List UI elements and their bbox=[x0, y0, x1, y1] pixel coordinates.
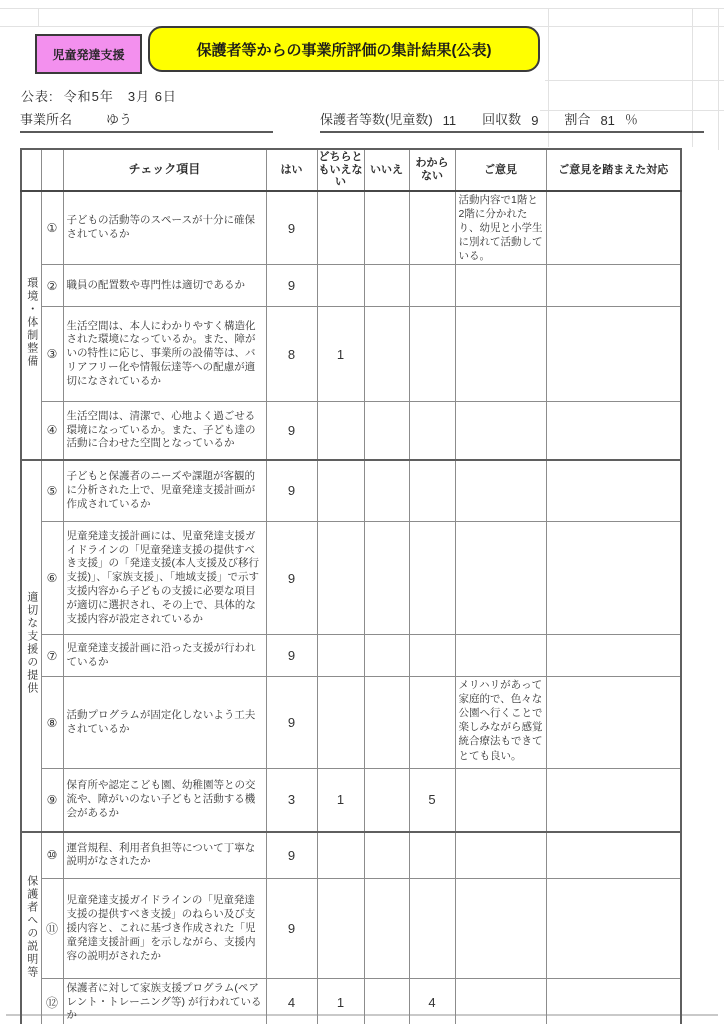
item-text: 生活空間は、本人にわかりやすく構造化された環境になっているか。また、障がいの特性に応じ、事業所の設備等は、バリアフリー化や情報伝達等への配慮が適切になされているか bbox=[63, 307, 266, 402]
count-neither: 1 bbox=[317, 307, 364, 402]
gridline bbox=[38, 8, 39, 26]
category-cell bbox=[21, 191, 41, 460]
count-no bbox=[364, 307, 409, 402]
table-row bbox=[21, 832, 681, 879]
opinion-cell: 活動内容で1階と2階に分かれたり、幼児と小学生に別れて活動している。 bbox=[455, 191, 546, 265]
office-name-line bbox=[20, 104, 273, 133]
rate-unit: ％ bbox=[624, 112, 638, 127]
item-text: 子どもと保護者のニーズや課題が客観的に分析された上で、児童発達支援計画が作成されているか bbox=[63, 460, 266, 522]
count-no bbox=[364, 677, 409, 769]
header-category-spacer bbox=[21, 149, 41, 191]
count-neither bbox=[317, 522, 364, 635]
count-unknown bbox=[409, 191, 455, 265]
item-text: 職員の配置数や専門性は適切であるか bbox=[63, 265, 266, 307]
category-label: 環境・体制整備 bbox=[25, 277, 38, 369]
count-no bbox=[364, 769, 409, 832]
response-cell bbox=[546, 769, 681, 832]
count-no bbox=[364, 402, 409, 460]
row-number: ⑥ bbox=[41, 522, 63, 635]
response-cell bbox=[546, 677, 681, 769]
office-name-label: 事業所名 bbox=[20, 112, 73, 127]
item-text: 運営規程、利用者負担等について丁寧な説明がなされたか bbox=[63, 832, 266, 879]
stats-line bbox=[320, 104, 704, 133]
response-cell bbox=[546, 460, 681, 522]
count-neither: 1 bbox=[317, 979, 364, 1024]
document-title-box bbox=[148, 26, 540, 72]
count-unknown bbox=[409, 460, 455, 522]
publication-prefix: 公表: bbox=[21, 89, 54, 104]
row-number: ⑩ bbox=[41, 832, 63, 879]
count-neither bbox=[317, 635, 364, 677]
count-no bbox=[364, 635, 409, 677]
table-row bbox=[21, 307, 681, 402]
count-yes: 9 bbox=[266, 191, 317, 265]
opinion-cell: メリハリがあって家庭的で、色々な公園へ行くことで楽しみながら感覚統合療法もできてとても良い。 bbox=[455, 677, 546, 769]
header-number-spacer bbox=[41, 149, 63, 191]
count-no bbox=[364, 460, 409, 522]
row-number: ⑤ bbox=[41, 460, 63, 522]
opinion-cell bbox=[455, 769, 546, 832]
count-neither bbox=[317, 402, 364, 460]
response-cell bbox=[546, 402, 681, 460]
opinion-cell bbox=[455, 460, 546, 522]
header-no: いいえ bbox=[364, 149, 409, 191]
count-no bbox=[364, 265, 409, 307]
count-unknown bbox=[409, 307, 455, 402]
count-no bbox=[364, 879, 409, 979]
opinion-cell bbox=[455, 979, 546, 1024]
table-row bbox=[21, 635, 681, 677]
table-row bbox=[21, 191, 681, 265]
opinion-cell bbox=[455, 402, 546, 460]
header-check-item: チェック項目 bbox=[63, 149, 266, 191]
opinion-cell bbox=[455, 879, 546, 979]
count-neither bbox=[317, 879, 364, 979]
header-unknown: わからない bbox=[409, 149, 455, 191]
count-no bbox=[364, 832, 409, 879]
publication-date-line bbox=[21, 86, 177, 105]
office-name-value: ゆう bbox=[106, 112, 133, 127]
count-yes: 3 bbox=[266, 769, 317, 832]
response-cell bbox=[546, 191, 681, 265]
item-text: 子どもの活動等のスペースが十分に確保されているか bbox=[63, 191, 266, 265]
table-row bbox=[21, 522, 681, 635]
rate-label: 割合 bbox=[564, 112, 591, 127]
count-unknown: 5 bbox=[409, 769, 455, 832]
count-neither bbox=[317, 460, 364, 522]
count-no bbox=[364, 979, 409, 1024]
count-neither bbox=[317, 832, 364, 879]
opinion-cell bbox=[455, 832, 546, 879]
count-neither: 1 bbox=[317, 769, 364, 832]
opinion-cell bbox=[455, 307, 546, 402]
count-no bbox=[364, 522, 409, 635]
opinion-cell bbox=[455, 522, 546, 635]
count-no bbox=[364, 191, 409, 265]
row-number: ④ bbox=[41, 402, 63, 460]
count-unknown bbox=[409, 677, 455, 769]
header-yes: はい bbox=[266, 149, 317, 191]
header-opinion: ご意見 bbox=[455, 149, 546, 191]
table-row bbox=[21, 460, 681, 522]
item-text: 保育所や認定こども園、幼稚園等との交流や、障がいのない子どもと活動する機会があるか bbox=[63, 769, 266, 832]
count-unknown bbox=[409, 265, 455, 307]
gridline bbox=[545, 80, 724, 81]
row-number: ⑨ bbox=[41, 769, 63, 832]
count-unknown bbox=[409, 832, 455, 879]
row-number: ⑦ bbox=[41, 635, 63, 677]
count-neither bbox=[317, 265, 364, 307]
table-row bbox=[21, 265, 681, 307]
guardians-label: 保護者等数(児童数) bbox=[320, 112, 433, 127]
response-cell bbox=[546, 635, 681, 677]
count-yes: 9 bbox=[266, 879, 317, 979]
count-unknown bbox=[409, 522, 455, 635]
count-neither bbox=[317, 677, 364, 769]
category-cell bbox=[21, 832, 41, 1024]
header-neither: どちらともいえない bbox=[317, 149, 364, 191]
opinion-cell bbox=[455, 635, 546, 677]
row-number: ① bbox=[41, 191, 63, 265]
count-neither bbox=[317, 191, 364, 265]
response-cell bbox=[546, 265, 681, 307]
response-cell bbox=[546, 879, 681, 979]
row-number: ⑪ bbox=[41, 879, 63, 979]
count-yes: 9 bbox=[266, 402, 317, 460]
collected-value: 9 bbox=[531, 113, 539, 128]
item-text: 児童発達支援計画に沿った支援が行われているか bbox=[63, 635, 266, 677]
row-number: ⑫ bbox=[41, 979, 63, 1024]
response-cell bbox=[546, 522, 681, 635]
table-row bbox=[21, 879, 681, 979]
response-cell bbox=[546, 979, 681, 1024]
count-yes: 9 bbox=[266, 522, 317, 635]
row-number: ③ bbox=[41, 307, 63, 402]
count-yes: 8 bbox=[266, 307, 317, 402]
item-text: 生活空間は、清潔で、心地よく過ごせる環境になっているか。また、子ども達の活動に合わせた空間となっているか bbox=[63, 402, 266, 460]
item-text: 活動プログラムが固定化しないよう工夫されているか bbox=[63, 677, 266, 769]
count-unknown bbox=[409, 402, 455, 460]
count-yes: 9 bbox=[266, 635, 317, 677]
publication-date: 令和5年 3月 6日 bbox=[63, 89, 177, 104]
count-yes: 9 bbox=[266, 677, 317, 769]
count-yes: 9 bbox=[266, 832, 317, 879]
item-text: 保護者に対して家族支援プログラム(ペアレント・トレーニング等) が行われているか bbox=[63, 979, 266, 1024]
count-yes: 9 bbox=[266, 460, 317, 522]
evaluation-table bbox=[20, 148, 682, 1024]
count-unknown: 4 bbox=[409, 979, 455, 1024]
count-unknown bbox=[409, 635, 455, 677]
gridline bbox=[0, 8, 724, 9]
rate-value: 81 bbox=[600, 113, 615, 128]
table-header-row bbox=[21, 149, 681, 191]
count-unknown bbox=[409, 879, 455, 979]
row-number: ② bbox=[41, 265, 63, 307]
service-type-label: 児童発達支援 bbox=[52, 47, 125, 62]
guardians-value: 11 bbox=[442, 113, 457, 128]
count-yes: 9 bbox=[266, 265, 317, 307]
gridline bbox=[718, 8, 719, 150]
table-row bbox=[21, 677, 681, 769]
row-number: ⑧ bbox=[41, 677, 63, 769]
collected-label: 回収数 bbox=[482, 112, 522, 127]
item-text: 児童発達支援計画には、児童発達支援ガイドラインの「児童発達支援の提供すべき支援」の「発達支援(本人支援及び移行支援)」、「家族支援」、「地域支援」で示す支援内容から子どもの支援に必要な項目が適切に選択され、その上で、具体的な支援内容が設定されているか bbox=[63, 522, 266, 635]
header-response: ご意見を踏まえた対応 bbox=[546, 149, 681, 191]
opinion-cell bbox=[455, 265, 546, 307]
category-label: 適切な支援の提供 bbox=[25, 591, 38, 696]
table-row bbox=[21, 402, 681, 460]
table-row bbox=[21, 979, 681, 1024]
count-yes: 4 bbox=[266, 979, 317, 1024]
item-text: 児童発達支援ガイドラインの「児童発達支援の提供すべき支援」のねらい及び支援内容と、これに基づき作成された「児童発達支援計画」を示しながら、支援内容の説明がされたか bbox=[63, 879, 266, 979]
response-cell bbox=[546, 307, 681, 402]
category-cell bbox=[21, 460, 41, 832]
service-type-badge bbox=[35, 34, 142, 74]
response-cell bbox=[546, 832, 681, 879]
table-row bbox=[21, 769, 681, 832]
category-label: 保護者への説明等 bbox=[25, 874, 38, 979]
page-title: 保護者等からの事業所評価の集計結果(公表) bbox=[196, 41, 492, 59]
